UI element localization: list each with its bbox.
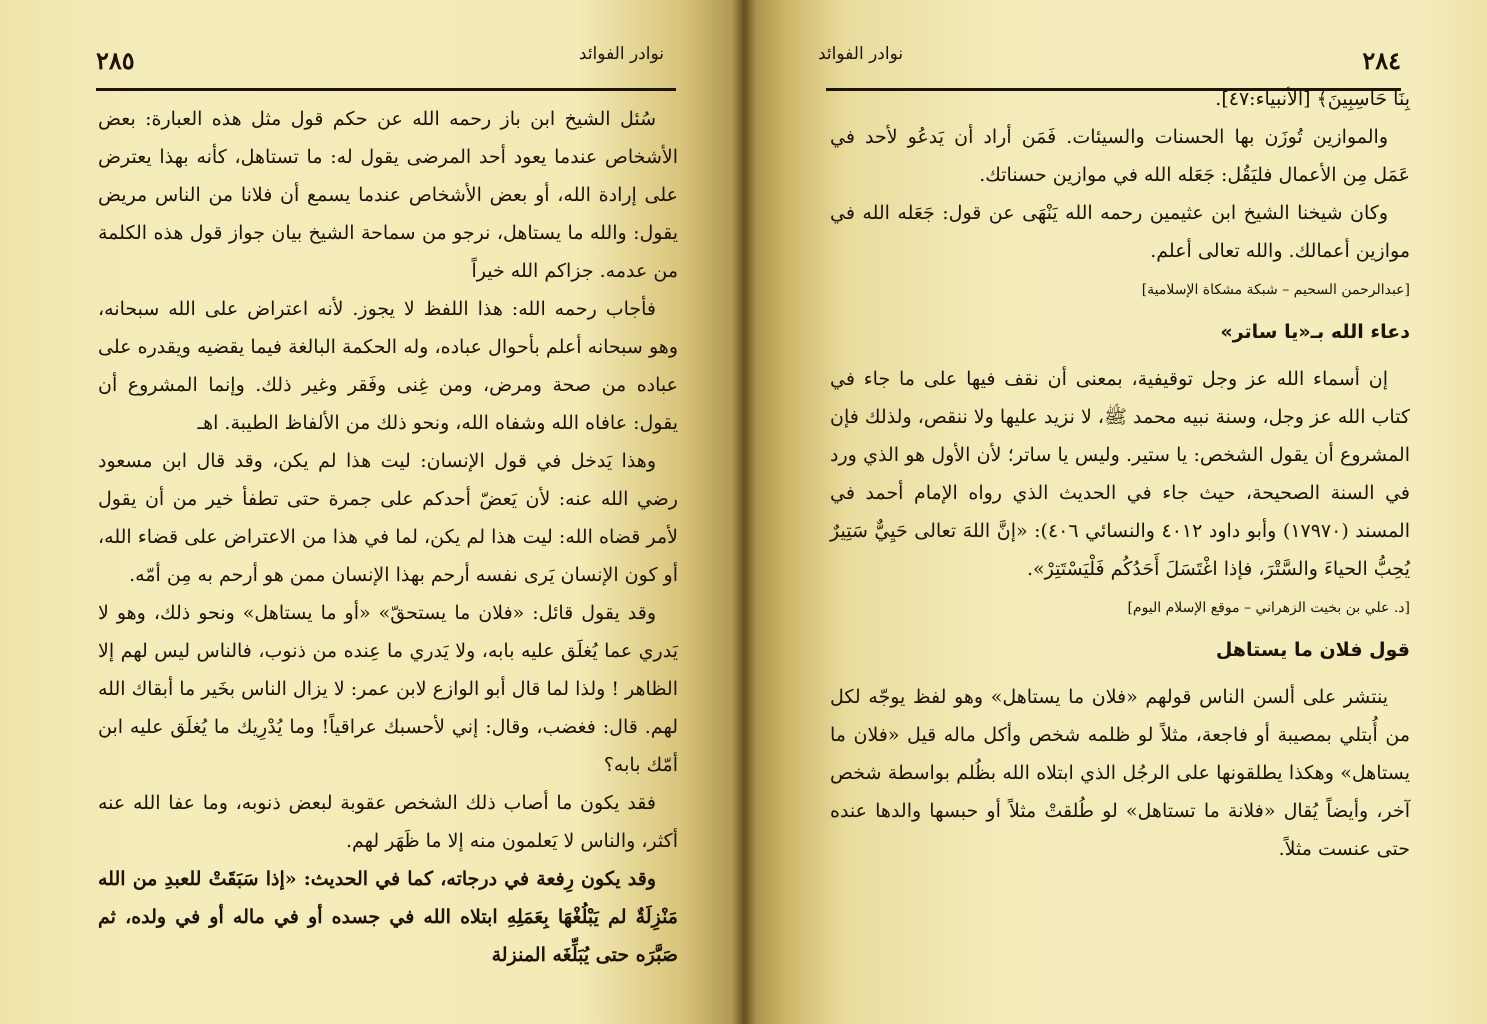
right-page-body	[830, 80, 1410, 868]
paragraph: وقد يكون رِفعة في درجاته، كما في الحديث: «إذا سَبَقَتْ للعبدِ من الله مَنْزِلَةٌ لم يَبْلُغْهَا بِعَمَلِهِ ابتلاه الله في جسده أو في ماله أو في ولده، ثم صَبَّرَه حتى يُبَلِّغَه المنزلة	[98, 868, 678, 966]
left-page	[0, 0, 742, 1024]
page-number: ٢٨٤	[1362, 46, 1401, 75]
running-title: نوادر الفوائد	[578, 44, 664, 64]
paragraph: والموازين تُوزَن بها الحسنات والسيئات. فَمَن أراد أن يَدعُو لأحد في عَمَل مِن الأعمال فليَقُل: جَعَله الله في موازين حسناتك.	[830, 126, 1410, 186]
paragraph: وهذا يَدخل في قول الإنسان: ليت هذا لم يكن، وقد قال ابن مسعود رضي الله عنه: لأن يَعضّ أحدكم على جمرة حتى تطفأ خير من أن يقول لأمر قضاه الله: ليت هذا لم يكن، لما في هذا من الاعتراض على قضاء الله، أو كون الإنسان يَرى نفسه أرحم بهذا الإنسان ممن هو أرحم به مِن أمّه.	[98, 450, 678, 586]
source-citation: [د. علي بن بخيت الزهراني – موقع الإسلام اليوم]	[1127, 600, 1410, 616]
paragraph: وكان شيخنا الشيخ ابن عثيمين رحمه الله يَنْهَى عن قول: جَعَله الله في موازين أعمالك. والله تعالى أعلم.	[830, 202, 1410, 262]
left-page-body	[98, 100, 678, 974]
running-title: نوادر الفوائد	[818, 44, 904, 64]
section-heading: قول فلان ما يستاهل	[1215, 639, 1410, 661]
header-rule	[96, 88, 676, 91]
paragraph: فقد يكون ما أصاب ذلك الشخص عقوبة لبعض ذنوبه، وما عفا الله عنه أكثر، والناس لا يَعلمون منه إلا ما ظَهَر لهم.	[98, 792, 678, 852]
intro-line: بِنَا حَاسِبِينَ﴾ [الأنبياء:٤٧].	[1215, 88, 1410, 110]
right-page	[742, 0, 1487, 1024]
paragraph: إن أسماء الله عز وجل توقيفية، بمعنى أن نقف فيها على ما جاء في كتاب الله عز وجل، وسنة نبيه محمد ﷺ، لا نزيد عليها ولا ننقص، ولذلك فإن المشروع أن يقول الشخص: يا ستير. وليس يا ساتر؛ لأن الأول هو الذي ورد في السنة الصحيحة، حيث جاء في الحديث الذي رواه الإمام أحمد في المسند (١٧٩٧٠) وأبو داود ٤٠١٢ والنسائي ٤٠٦): «إنَّ اللهَ تعالى حَيِيٌّ سَتِيرٌ يُحِبُّ الحياءَ والسَّتْرَ، فإذا اغْتَسَلَ أَحَدُكُم فَلْيَسْتَتِرْ».	[830, 368, 1411, 580]
left-page-header	[0, 36, 742, 94]
paragraph: سُئل الشيخ ابن باز رحمه الله عن حكم قول مثل هذه العبارة: بعض الأشخاص عندما يعود أحد المرضى يقول له: ما تستاهل، كأنه بهذا يعترض على إرادة الله، أو بعض الأشخاص عندما يسمع أن فلانا من الناس مريض يقول: والله ما يستاهل، نرجو من سماحة الشيخ بيان جواز قول هذه الكلمة من عدمه. جزاكم الله خيراً	[98, 108, 678, 282]
paragraph: ينتشر على ألسن الناس قولهم «فلان ما يستاهل» وهو لفظ يوجّه لكل من أُبتلي بمصيبة أو فاجعة، مثلاً لو ظلمه شخص وأكل ماله قيل «فلان ما يستاهل» وهكذا يطلقونها على الرجُل الذي ابتلاه الله بظُلم بواسطة شخص آخر، وأيضاً يُقال «فلانة ما تستاهل» لو طُلقتْ مثلاً أو حبسها والدها عنده حتى عنست مثلاً.	[830, 686, 1410, 860]
section-heading: دعاء الله بـ«يا ساتر»	[1220, 321, 1410, 343]
page-number: ٢٨٥	[96, 46, 135, 75]
source-citation: [عبدالرحمن السحيم – شبكة مشكاة الإسلامية]	[1141, 282, 1410, 298]
book-gutter-shadow	[732, 0, 756, 1024]
paragraph: وقد يقول قائل: «فلان ما يستحقّ» «أو ما يستاهل» ونحو ذلك، وهو لا يَدري عما يُغلَق عليه بابه، ولا يَدري ما عِنده من ذنوب، فالناس ليس لهم إلا الظاهر ! ولذا لما قال أبو الوازع لابن عمر: لا يزال الناس بخَير ما أبقاك الله لهم. قال: فغضب، وقال: إني لأحسبك عراقياً! وما يُدْرِيك ما يُغلَق عليه ابن أمّك بابه؟	[98, 602, 678, 776]
paragraph: فأجاب رحمه الله: هذا اللفظ لا يجوز. لأنه اعتراض على الله سبحانه، وهو سبحانه أعلم بأحوال عباده، وله الحكمة البالغة فيما يقضيه ويقدره على عباده من صحة ومرض، ومن غِنى وفَقر وغير ذلك. وإنما المشروع أن يقول: عافاه الله وشفاه الله، ونحو ذلك من الألفاظ الطيبة. اهـ	[98, 298, 678, 434]
